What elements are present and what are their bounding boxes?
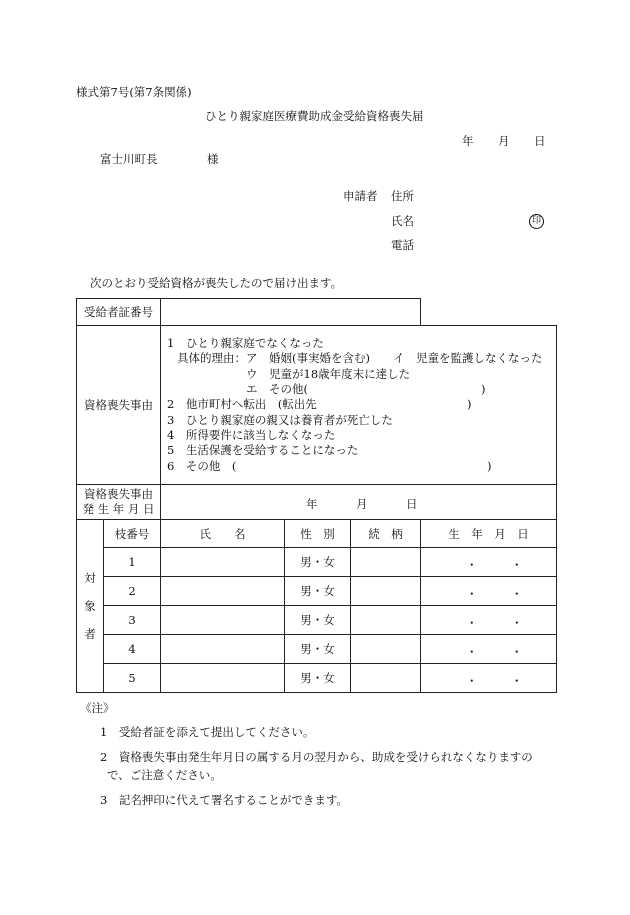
cert-label: 受給者証番号 xyxy=(77,299,161,326)
table-row xyxy=(77,577,557,606)
reason-2-close: ) xyxy=(467,397,472,412)
intro-text: 次のとおり受給資格が喪失したので届け出ます。 xyxy=(90,276,343,290)
reason-1-text: 1 ひとり親家庭でなくなった xyxy=(167,335,324,350)
row-name-field[interactable] xyxy=(161,635,285,664)
table-row xyxy=(77,635,557,664)
reason-2-text[interactable]: 2 他市町村へ転出 (転出先 xyxy=(167,397,317,412)
row-branch: 4 xyxy=(104,635,161,664)
dob-sep: ・ xyxy=(466,587,478,601)
reason-5[interactable] xyxy=(167,443,556,458)
row-branch: 1 xyxy=(104,548,161,577)
table-row xyxy=(77,664,557,693)
reason-1-e-row xyxy=(167,382,556,397)
header-dob: 生 年 月 日 xyxy=(421,520,557,548)
subject-label-3: 者 xyxy=(84,627,96,641)
cert-row xyxy=(77,299,557,326)
row-sex[interactable]: 男・女 xyxy=(285,606,351,635)
applicant-label: 申請者 xyxy=(343,189,378,203)
header-sex: 性 別 xyxy=(285,520,351,548)
form-table xyxy=(76,298,557,693)
reason-4[interactable] xyxy=(167,428,556,443)
subject-label-1: 対 xyxy=(84,571,96,585)
row-sex[interactable]: 男・女 xyxy=(285,548,351,577)
applicant-phone-label: 電話 xyxy=(391,238,414,252)
subject-label-2: 象 xyxy=(84,599,96,613)
dob-sep: ・ xyxy=(511,674,523,688)
reason-3-text: 3 ひとり親家庭の親又は養育者が死亡した xyxy=(167,412,393,427)
table-row xyxy=(77,548,557,577)
row-name-field[interactable] xyxy=(161,606,285,635)
dob-sep: ・ xyxy=(511,645,523,659)
row-sex[interactable]: 男・女 xyxy=(285,664,351,693)
header-name: 氏 名 xyxy=(161,520,285,548)
dob-sep: ・ xyxy=(466,645,478,659)
dob-sep: ・ xyxy=(466,558,478,572)
cert-number-field[interactable] xyxy=(161,299,421,326)
row-sex[interactable]: 男・女 xyxy=(285,577,351,606)
row-name-field[interactable] xyxy=(161,664,285,693)
row-dob-field[interactable] xyxy=(421,548,557,577)
dob-sep: ・ xyxy=(511,558,523,572)
header-branch: 枝番号 xyxy=(104,520,161,548)
reason-3[interactable] xyxy=(167,413,556,428)
cert-blank xyxy=(421,299,557,326)
reason-1-u-row xyxy=(167,367,556,382)
reason-1[interactable] xyxy=(167,336,556,351)
dob-sep: ・ xyxy=(466,674,478,688)
reason-6-close: ) xyxy=(487,458,492,473)
row-name-field[interactable] xyxy=(161,577,285,606)
occurrence-label xyxy=(77,485,161,520)
reason-1-u[interactable]: ウ 児童が18歳年度末に達した xyxy=(246,366,411,381)
occurrence-date-field[interactable] xyxy=(161,485,557,520)
date-year: 年 xyxy=(462,134,474,148)
reason-1-a[interactable]: ア 婚姻(事実婚を含む) xyxy=(246,351,370,366)
reason-6-text[interactable]: 6 その他 ( xyxy=(167,458,237,473)
applicant-name-label: 氏名 xyxy=(391,214,414,228)
row-dob-field[interactable] xyxy=(421,664,557,693)
table-row xyxy=(77,606,557,635)
row-relation-field[interactable] xyxy=(351,635,421,664)
form-number: 様式第7号(第7条関係) xyxy=(76,85,192,99)
dob-sep: ・ xyxy=(511,587,523,601)
subject-header-row xyxy=(77,520,557,548)
occurrence-row xyxy=(77,485,557,520)
row-dob-field[interactable] xyxy=(421,635,557,664)
row-relation-field[interactable] xyxy=(351,548,421,577)
reason-5-text: 5 生活保護を受給することになった xyxy=(167,443,359,458)
row-branch: 2 xyxy=(104,577,161,606)
row-branch: 3 xyxy=(104,606,161,635)
date-day: 日 xyxy=(534,134,546,148)
reason-1-e[interactable]: エ その他( xyxy=(246,381,308,396)
row-relation-field[interactable] xyxy=(351,606,421,635)
seal-icon xyxy=(529,214,544,229)
row-name-field[interactable] xyxy=(161,548,285,577)
occurrence-day: 日 xyxy=(406,497,418,511)
reason-2 xyxy=(167,397,556,412)
subject-label xyxy=(77,520,104,693)
row-sex[interactable]: 男・女 xyxy=(285,635,351,664)
occurrence-month: 月 xyxy=(356,497,368,511)
row-relation-field[interactable] xyxy=(351,664,421,693)
reason-6 xyxy=(167,459,556,474)
occurrence-label-2: 発 生 年 月 日 xyxy=(82,502,155,516)
row-relation-field[interactable] xyxy=(351,577,421,606)
notes-heading: 《注》 xyxy=(80,701,115,715)
note-2-line-2: で、ご注意ください。 xyxy=(107,768,222,782)
seal-mark: 印 xyxy=(529,214,544,229)
header-relation: 続 柄 xyxy=(351,520,421,548)
reason-1-e-close: ) xyxy=(481,381,486,396)
addressee-honorific: 様 xyxy=(207,152,219,166)
note-3: 3 記名押印に代えて署名することができます。 xyxy=(100,793,348,807)
row-dob-field[interactable] xyxy=(421,577,557,606)
addressee-name: 富士川町長 xyxy=(100,152,158,166)
dob-sep: ・ xyxy=(466,616,478,630)
reason-4-text: 4 所得要件に該当しなくなった xyxy=(167,428,336,443)
reason-1-i[interactable]: イ 児童を監護しなくなった xyxy=(393,351,543,366)
reason-label: 資格喪失事由 xyxy=(77,326,161,485)
date-month: 月 xyxy=(498,134,510,148)
reason-1-detail-label: 具体的理由： xyxy=(177,351,246,366)
reason-list xyxy=(161,326,557,485)
reason-row xyxy=(77,326,557,485)
occurrence-year: 年 xyxy=(306,497,318,511)
row-branch: 5 xyxy=(104,664,161,693)
note-1: 1 受給者証を添えて提出してください。 xyxy=(100,725,315,739)
occurrence-label-1: 資格喪失事由 xyxy=(84,487,153,501)
row-dob-field[interactable] xyxy=(421,606,557,635)
document-title: ひとり親家庭医療費助成金受給資格喪失届 xyxy=(205,109,424,123)
applicant-address-label: 住所 xyxy=(391,189,414,203)
reason-1-detail xyxy=(167,351,556,366)
note-2-line-1: 2 資格喪失事由発生年月日の属する月の翌月から、助成を受けられなくなりますの xyxy=(100,750,533,764)
dob-sep: ・ xyxy=(511,616,523,630)
